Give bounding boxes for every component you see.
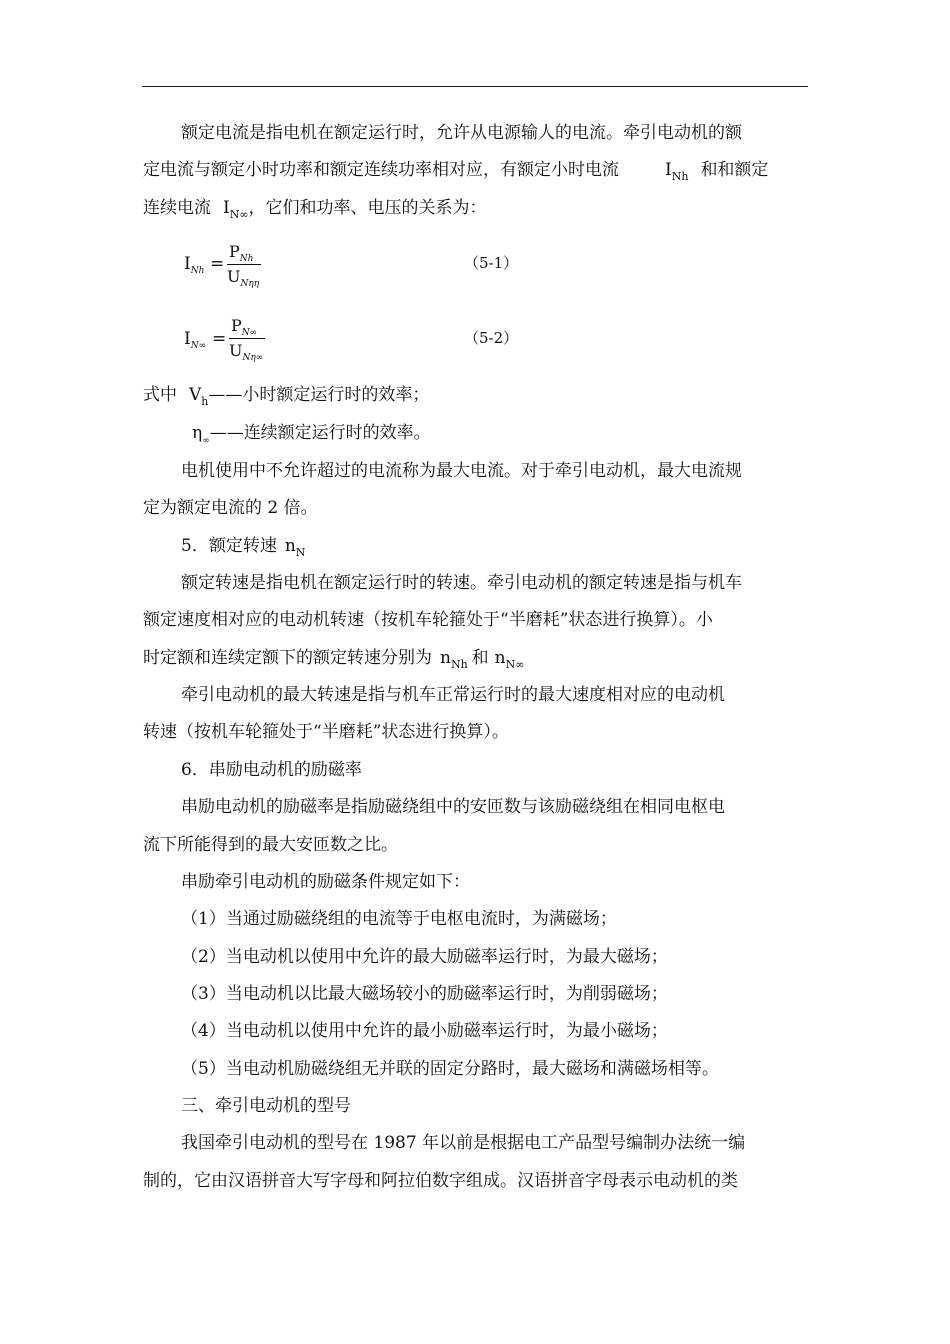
paragraph-line: 定电流与额定小时功率和额定连续功率相对应，有额定小时电流 $I_{Nh}$ 和和额定 (143, 160, 769, 183)
paragraph-line: 串励牵引电动机的励磁条件规定如下： (181, 872, 470, 892)
paragraph-line: 制的，它由汉语拼音大写字母和阿拉伯数字组成。汉语拼音字母表示电动机的类 (143, 1171, 738, 1191)
list-item: （5）当电动机励磁绕组无并联的固定分路时，最大磁场和满磁场相等。 (181, 1059, 719, 1079)
symbol-I-Ninf: $I_{N\infty}$ (223, 198, 249, 221)
where-line: $\eta_\infty——$连续额定运行时的效率。 (192, 423, 431, 446)
where-line: 式中 $V_h——$小时额定运行时的效率； (143, 385, 430, 408)
section-heading: 6．串励电动机的励磁率 (181, 760, 362, 780)
paragraph-line: 连续电流 $I_{N\infty}$，它们和功率、电压的关系为： (143, 198, 487, 221)
section-heading: 三、牵引电动机的型号 (181, 1096, 351, 1116)
paragraph-line: 额定电流是指电机在额定运行时，允许从电源输人的电流。牵引电动机的额 (181, 123, 742, 143)
equation-number: （5-2） (464, 329, 519, 347)
header-rule (142, 86, 808, 87)
symbol-I-Nh: $I_{Nh}$ (665, 160, 689, 183)
paragraph-line: 串励电动机的励磁率是指励磁绕组中的安匝数与该励磁绕组在相同电枢电 (181, 797, 725, 817)
equation-5-2: $I_{N\infty}$ = $P_{N\infty}$ $U_{N\eta\infty}$ （5-2） (184, 316, 519, 363)
paragraph-line: 定为额定电流的 2 倍。 (143, 498, 318, 518)
paragraph-line: 额定转速是指电机在额定运行时的转速。牵引电动机的额定转速是指与机车 (181, 573, 742, 593)
paragraph-line: 时定额和连续定额下的额定转速分别为 $n_{Nh}$ 和 $n_{N\infty}$ (143, 648, 525, 671)
paragraph-line: 电机使用中不允许超过的电流称为最大电流。对于牵引电动机，最大电流规 (181, 461, 742, 481)
paragraph-line: 牵引电动机的最大转速是指与机车正常运行时的最大速度相对应的电动机 (181, 685, 725, 705)
equation-number: （5-1） (464, 254, 519, 272)
equation-5-1: $I_{Nh}$ = $P_{Nh}$ $U_{N\eta\eta}$ （5-1） (184, 242, 519, 289)
list-item: （2）当电动机以使用中允许的最大励磁率运行时，为最大磁场； (181, 947, 668, 967)
list-item: （4）当电动机以使用中允许的最小励磁率运行时，为最小磁场； (181, 1021, 668, 1041)
paragraph-line: 流下所能得到的最大安匝数之比。 (143, 835, 398, 855)
list-item: （1）当通过励磁绕组的电流等于电枢电流时，为满磁场； (181, 909, 617, 929)
paragraph-line: 额定速度相对应的电动机转速（按机车轮箍处于“半磨耗”状态进行换算）。小 (143, 610, 713, 630)
paragraph-line: 我国牵引电动机的型号在 1987 年以前是根据电工产品型号编制办法统一编 (181, 1133, 746, 1153)
section-heading: 5．额定转速 $n_N$ (181, 536, 306, 559)
paragraph-line: 转速（按机车轮箍处于“半磨耗”状态进行换算）。 (143, 722, 509, 742)
list-item: （3）当电动机以比最大磁场较小的励磁率运行时，为削弱磁场； (181, 984, 668, 1004)
